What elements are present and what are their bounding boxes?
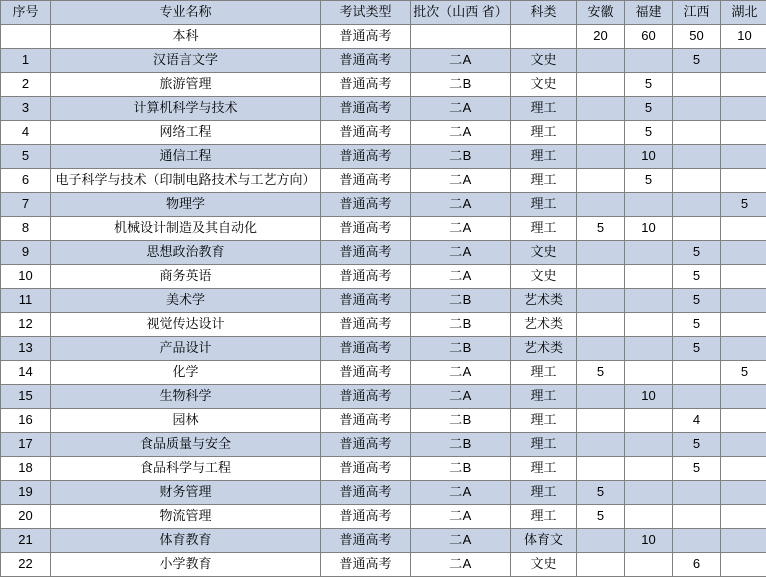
cell-batch: 二B — [411, 457, 511, 481]
cell-anhui — [577, 385, 625, 409]
cell-batch: 二A — [411, 481, 511, 505]
cell-exam-type: 普通高考 — [321, 25, 411, 49]
cell-batch: 二B — [411, 337, 511, 361]
table-row — [1, 529, 766, 553]
cell-hubei — [721, 97, 766, 121]
column-header-jiangxi: 江西 — [673, 1, 721, 25]
cell-seq: 15 — [1, 385, 51, 409]
cell-seq: 17 — [1, 433, 51, 457]
cell-anhui — [577, 265, 625, 289]
cell-anhui — [577, 433, 625, 457]
cell-subject: 理工 — [511, 193, 577, 217]
cell-exam-type: 普通高考 — [321, 529, 411, 553]
cell-major: 电子科学与技术（印制电路技术与工艺方向） — [51, 169, 321, 193]
table-row — [1, 97, 766, 121]
header-row — [1, 1, 766, 25]
table-row — [1, 121, 766, 145]
table-row — [1, 217, 766, 241]
cell-anhui: 5 — [577, 481, 625, 505]
cell-exam-type: 普通高考 — [321, 505, 411, 529]
cell-major: 小学教育 — [51, 553, 321, 577]
cell-hubei — [721, 385, 766, 409]
cell-exam-type: 普通高考 — [321, 553, 411, 577]
cell-exam-type: 普通高考 — [321, 241, 411, 265]
column-header-subject: 科类 — [511, 1, 577, 25]
cell-fujian — [625, 553, 673, 577]
table-row — [1, 361, 766, 385]
table-row — [1, 73, 766, 97]
table-row — [1, 553, 766, 577]
cell-subject: 理工 — [511, 457, 577, 481]
table-row — [1, 457, 766, 481]
cell-jiangxi: 5 — [673, 457, 721, 481]
cell-subject: 理工 — [511, 505, 577, 529]
cell-hubei — [721, 49, 766, 73]
cell-seq: 2 — [1, 73, 51, 97]
cell-hubei — [721, 409, 766, 433]
cell-anhui — [577, 169, 625, 193]
cell-batch: 二B — [411, 409, 511, 433]
cell-seq: 12 — [1, 313, 51, 337]
cell-hubei — [721, 289, 766, 313]
cell-fujian: 5 — [625, 97, 673, 121]
cell-fujian — [625, 289, 673, 313]
table-row — [1, 49, 766, 73]
cell-batch — [411, 25, 511, 49]
cell-fujian: 60 — [625, 25, 673, 49]
cell-hubei — [721, 553, 766, 577]
cell-major: 物理学 — [51, 193, 321, 217]
cell-exam-type: 普通高考 — [321, 193, 411, 217]
cell-subject — [511, 25, 577, 49]
cell-exam-type: 普通高考 — [321, 289, 411, 313]
cell-fujian — [625, 193, 673, 217]
cell-jiangxi: 5 — [673, 289, 721, 313]
cell-fujian: 5 — [625, 169, 673, 193]
column-header-anhui: 安徽 — [577, 1, 625, 25]
cell-seq: 22 — [1, 553, 51, 577]
cell-subject: 理工 — [511, 217, 577, 241]
cell-major: 思想政治教育 — [51, 241, 321, 265]
table-row — [1, 433, 766, 457]
cell-major: 化学 — [51, 361, 321, 385]
cell-exam-type: 普通高考 — [321, 481, 411, 505]
cell-fujian — [625, 433, 673, 457]
cell-seq: 4 — [1, 121, 51, 145]
cell-exam-type: 普通高考 — [321, 409, 411, 433]
cell-fujian: 5 — [625, 121, 673, 145]
cell-subject: 文史 — [511, 553, 577, 577]
cell-jiangxi: 6 — [673, 553, 721, 577]
cell-exam-type: 普通高考 — [321, 457, 411, 481]
cell-batch: 二B — [411, 145, 511, 169]
cell-fujian: 10 — [625, 529, 673, 553]
cell-exam-type: 普通高考 — [321, 73, 411, 97]
cell-fujian — [625, 49, 673, 73]
cell-major: 物流管理 — [51, 505, 321, 529]
cell-anhui: 5 — [577, 505, 625, 529]
cell-batch: 二A — [411, 217, 511, 241]
cell-seq: 10 — [1, 265, 51, 289]
cell-anhui: 5 — [577, 361, 625, 385]
cell-subject: 理工 — [511, 361, 577, 385]
cell-hubei — [721, 265, 766, 289]
column-header-hubei: 湖北 — [721, 1, 766, 25]
table-row — [1, 505, 766, 529]
column-header-fujian: 福建 — [625, 1, 673, 25]
cell-subject: 理工 — [511, 433, 577, 457]
table-row — [1, 169, 766, 193]
cell-seq: 1 — [1, 49, 51, 73]
cell-anhui — [577, 457, 625, 481]
cell-jiangxi: 5 — [673, 265, 721, 289]
cell-jiangxi — [673, 529, 721, 553]
table-row — [1, 145, 766, 169]
cell-jiangxi — [673, 121, 721, 145]
cell-seq: 8 — [1, 217, 51, 241]
cell-seq: 16 — [1, 409, 51, 433]
cell-jiangxi — [673, 505, 721, 529]
cell-subject: 理工 — [511, 409, 577, 433]
cell-fujian — [625, 265, 673, 289]
cell-seq: 13 — [1, 337, 51, 361]
cell-major: 园林 — [51, 409, 321, 433]
cell-subject: 理工 — [511, 481, 577, 505]
cell-batch: 二A — [411, 49, 511, 73]
cell-anhui — [577, 337, 625, 361]
cell-batch: 二B — [411, 289, 511, 313]
table-row — [1, 385, 766, 409]
cell-batch: 二B — [411, 73, 511, 97]
cell-jiangxi — [673, 481, 721, 505]
cell-hubei — [721, 433, 766, 457]
cell-fujian — [625, 313, 673, 337]
cell-fujian — [625, 481, 673, 505]
cell-subject: 文史 — [511, 49, 577, 73]
table-row — [1, 313, 766, 337]
cell-exam-type: 普通高考 — [321, 265, 411, 289]
cell-anhui — [577, 529, 625, 553]
cell-subject: 体育文 — [511, 529, 577, 553]
table-row — [1, 337, 766, 361]
cell-hubei — [721, 73, 766, 97]
cell-jiangxi — [673, 73, 721, 97]
table-row — [1, 409, 766, 433]
cell-subject: 理工 — [511, 145, 577, 169]
cell-fujian: 10 — [625, 217, 673, 241]
column-header-exam-type: 考试类型 — [321, 1, 411, 25]
cell-hubei: 5 — [721, 193, 766, 217]
cell-subject: 文史 — [511, 241, 577, 265]
cell-major: 产品设计 — [51, 337, 321, 361]
cell-subject: 理工 — [511, 97, 577, 121]
table-row — [1, 481, 766, 505]
cell-major: 食品质量与安全 — [51, 433, 321, 457]
cell-anhui — [577, 289, 625, 313]
cell-jiangxi: 5 — [673, 433, 721, 457]
cell-hubei — [721, 169, 766, 193]
cell-jiangxi — [673, 169, 721, 193]
table-row — [1, 241, 766, 265]
table-row-summary — [1, 25, 766, 49]
cell-exam-type: 普通高考 — [321, 97, 411, 121]
cell-batch: 二A — [411, 121, 511, 145]
cell-subject: 艺术类 — [511, 289, 577, 313]
cell-major: 机械设计制造及其自动化 — [51, 217, 321, 241]
cell-major: 汉语言文学 — [51, 49, 321, 73]
cell-subject: 理工 — [511, 385, 577, 409]
cell-seq: 20 — [1, 505, 51, 529]
table-row — [1, 193, 766, 217]
cell-hubei — [721, 529, 766, 553]
cell-hubei — [721, 313, 766, 337]
cell-exam-type: 普通高考 — [321, 145, 411, 169]
cell-major: 计算机科学与技术 — [51, 97, 321, 121]
cell-jiangxi — [673, 193, 721, 217]
cell-exam-type: 普通高考 — [321, 361, 411, 385]
cell-anhui — [577, 193, 625, 217]
cell-hubei: 10 — [721, 25, 766, 49]
cell-hubei — [721, 337, 766, 361]
cell-seq: 14 — [1, 361, 51, 385]
cell-hubei — [721, 121, 766, 145]
cell-exam-type: 普通高考 — [321, 337, 411, 361]
cell-jiangxi: 5 — [673, 49, 721, 73]
cell-subject: 理工 — [511, 169, 577, 193]
cell-exam-type: 普通高考 — [321, 433, 411, 457]
cell-exam-type: 普通高考 — [321, 49, 411, 73]
cell-anhui — [577, 121, 625, 145]
cell-jiangxi — [673, 385, 721, 409]
table-row — [1, 289, 766, 313]
cell-fujian: 10 — [625, 385, 673, 409]
cell-fujian — [625, 505, 673, 529]
cell-fujian — [625, 457, 673, 481]
cell-exam-type: 普通高考 — [321, 385, 411, 409]
cell-seq — [1, 25, 51, 49]
cell-hubei — [721, 217, 766, 241]
cell-hubei — [721, 145, 766, 169]
cell-subject: 文史 — [511, 265, 577, 289]
cell-seq: 21 — [1, 529, 51, 553]
cell-exam-type: 普通高考 — [321, 121, 411, 145]
cell-batch: 二B — [411, 433, 511, 457]
cell-seq: 5 — [1, 145, 51, 169]
cell-exam-type: 普通高考 — [321, 313, 411, 337]
table-body — [1, 25, 766, 577]
cell-batch: 二A — [411, 505, 511, 529]
cell-jiangxi: 5 — [673, 313, 721, 337]
cell-subject: 艺术类 — [511, 337, 577, 361]
cell-major: 体育教育 — [51, 529, 321, 553]
cell-subject: 艺术类 — [511, 313, 577, 337]
cell-jiangxi: 5 — [673, 241, 721, 265]
cell-batch: 二A — [411, 193, 511, 217]
cell-hubei: 5 — [721, 361, 766, 385]
cell-subject: 理工 — [511, 121, 577, 145]
cell-major: 美术学 — [51, 289, 321, 313]
cell-jiangxi — [673, 217, 721, 241]
cell-jiangxi: 4 — [673, 409, 721, 433]
cell-seq: 19 — [1, 481, 51, 505]
cell-seq: 7 — [1, 193, 51, 217]
cell-batch: 二A — [411, 169, 511, 193]
cell-anhui: 20 — [577, 25, 625, 49]
table-row — [1, 265, 766, 289]
cell-anhui — [577, 409, 625, 433]
cell-major: 商务英语 — [51, 265, 321, 289]
column-header-seq: 序号 — [1, 1, 51, 25]
cell-batch: 二A — [411, 241, 511, 265]
cell-hubei — [721, 457, 766, 481]
cell-seq: 18 — [1, 457, 51, 481]
cell-major: 视觉传达设计 — [51, 313, 321, 337]
cell-major: 旅游管理 — [51, 73, 321, 97]
cell-subject: 文史 — [511, 73, 577, 97]
cell-jiangxi — [673, 97, 721, 121]
cell-fujian — [625, 241, 673, 265]
cell-anhui: 5 — [577, 217, 625, 241]
cell-major: 本科 — [51, 25, 321, 49]
cell-anhui — [577, 313, 625, 337]
cell-jiangxi — [673, 361, 721, 385]
cell-batch: 二A — [411, 265, 511, 289]
cell-anhui — [577, 49, 625, 73]
cell-seq: 6 — [1, 169, 51, 193]
cell-major: 网络工程 — [51, 121, 321, 145]
cell-anhui — [577, 97, 625, 121]
cell-exam-type: 普通高考 — [321, 169, 411, 193]
cell-fujian: 10 — [625, 145, 673, 169]
cell-major: 食品科学与工程 — [51, 457, 321, 481]
cell-batch: 二A — [411, 97, 511, 121]
cell-fujian — [625, 409, 673, 433]
cell-hubei — [721, 241, 766, 265]
cell-jiangxi: 50 — [673, 25, 721, 49]
cell-fujian — [625, 337, 673, 361]
cell-major: 生物科学 — [51, 385, 321, 409]
cell-seq: 9 — [1, 241, 51, 265]
cell-fujian — [625, 361, 673, 385]
cell-anhui — [577, 553, 625, 577]
cell-anhui — [577, 145, 625, 169]
cell-jiangxi: 5 — [673, 337, 721, 361]
cell-anhui — [577, 73, 625, 97]
cell-seq: 11 — [1, 289, 51, 313]
cell-hubei — [721, 505, 766, 529]
cell-major: 通信工程 — [51, 145, 321, 169]
cell-batch: 二A — [411, 553, 511, 577]
cell-batch: 二B — [411, 313, 511, 337]
cell-batch: 二A — [411, 385, 511, 409]
column-header-batch: 批次（山西 省） — [411, 1, 511, 25]
cell-fujian: 5 — [625, 73, 673, 97]
cell-hubei — [721, 481, 766, 505]
cell-exam-type: 普通高考 — [321, 217, 411, 241]
table-header — [1, 1, 766, 25]
cell-batch: 二A — [411, 361, 511, 385]
cell-seq: 3 — [1, 97, 51, 121]
cell-anhui — [577, 241, 625, 265]
column-header-major: 专业名称 — [51, 1, 321, 25]
cell-batch: 二A — [411, 529, 511, 553]
cell-jiangxi — [673, 145, 721, 169]
cell-major: 财务管理 — [51, 481, 321, 505]
